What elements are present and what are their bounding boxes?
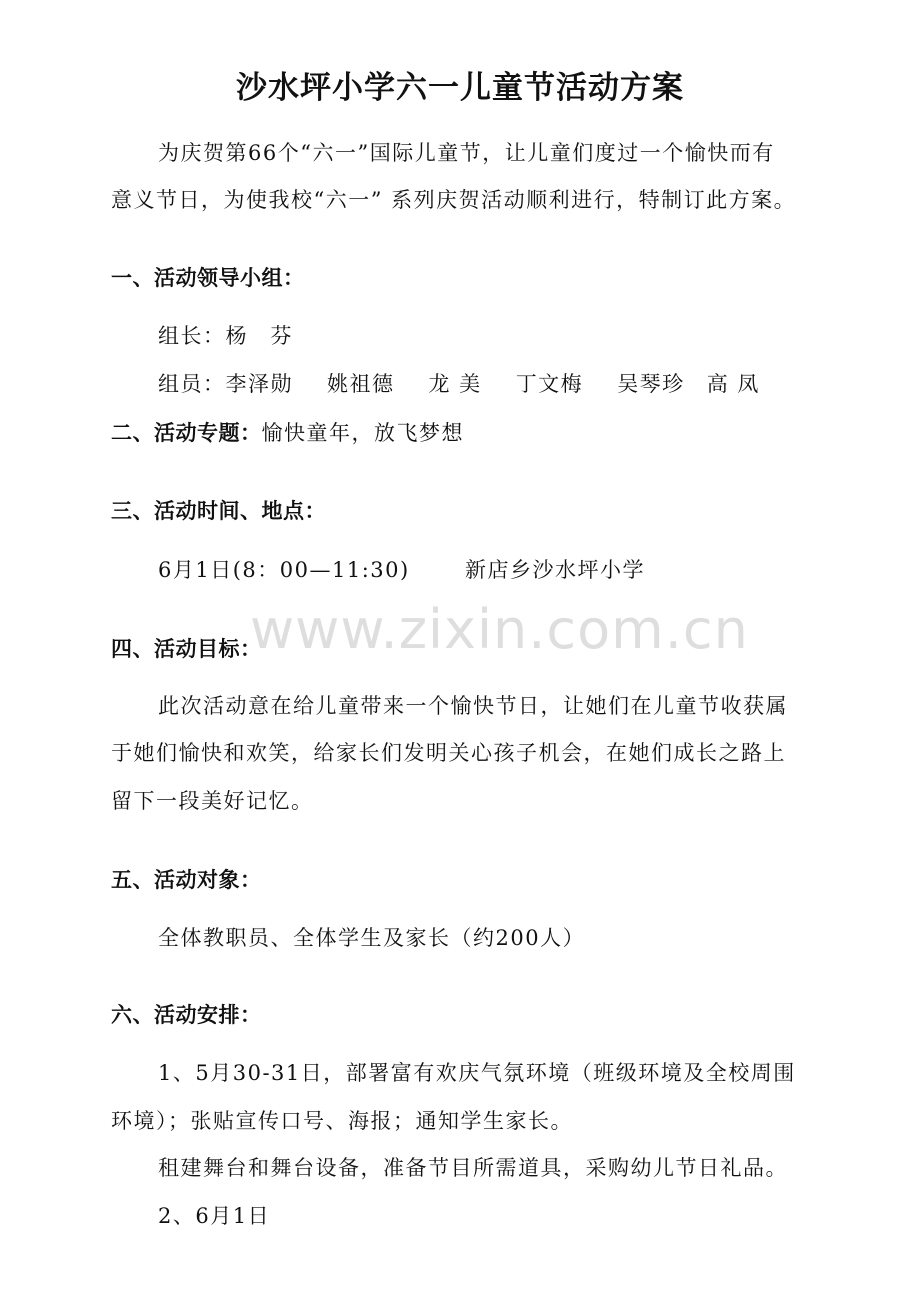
- schedule-item-2: 2、6月1日: [158, 1204, 271, 1228]
- event-time: 6月1日(8：00—11:30): [158, 558, 410, 582]
- section-2-heading-label: 二、活动专题：: [111, 421, 262, 445]
- goal-line-3: 留下一段美好记忆。: [111, 789, 314, 813]
- theme-text: 愉快童年，放飞梦想: [261, 421, 464, 445]
- member-name: 高 凤: [706, 372, 760, 396]
- member-name: 李泽勋: [225, 372, 293, 396]
- intro-line-2: 意义节日，为使我校“六一” 系列庆贺活动顺利进行，特制订此方案。: [111, 188, 797, 212]
- member-name: 姚祖德: [327, 372, 395, 396]
- member-name: 丁文梅: [515, 372, 584, 396]
- section-6-heading: 六、活动安排：: [111, 1003, 262, 1027]
- section-2-heading: [111, 418, 464, 448]
- group-members-label: 组员：: [158, 372, 226, 396]
- event-place: 新店乡沙水坪小学: [465, 558, 645, 582]
- schedule-item-1-line-3: 租建舞台和舞台设备，准备节目所需道具，采购幼儿节日礼品。: [158, 1156, 788, 1180]
- document-title: 沙水坪小学六一儿童节活动方案: [236, 70, 684, 106]
- schedule-item-1-line-1: 1、5月30-31日，部署富有欢庆气氛环境（班级环境及全校周围: [158, 1061, 796, 1085]
- section-4-heading: 四、活动目标：: [111, 637, 262, 661]
- group-leader: 组长：杨 芬: [158, 324, 293, 348]
- schedule-item-1-line-2: 环境）；张贴宣传口号、海报；通知学生家长。: [111, 1109, 573, 1133]
- member-name: 吴琴珍: [617, 372, 685, 396]
- section-3-heading: 三、活动时间、地点：: [111, 499, 326, 523]
- goal-line-1: 此次活动意在给儿童带来一个愉快节日，让她们在儿童节收获属: [158, 694, 788, 718]
- audience-text: 全体教职员、全体学生及家长（约200人）: [158, 926, 586, 950]
- watermark: www.zixin.com.cn: [250, 598, 749, 661]
- group-members: [158, 369, 760, 399]
- section-1-heading: 一、活动领导小组：: [111, 266, 305, 290]
- section-5-heading: 五、活动对象：: [111, 868, 262, 892]
- goal-line-2: 于她们愉快和欢笑，给家长们发明关心孩子机会，在她们成长之路上: [111, 741, 786, 765]
- member-name: 龙 美: [428, 372, 482, 396]
- intro-line-1: 为庆贺第66个“六一”国际儿童节，让儿童们度过一个愉快而有: [158, 141, 775, 165]
